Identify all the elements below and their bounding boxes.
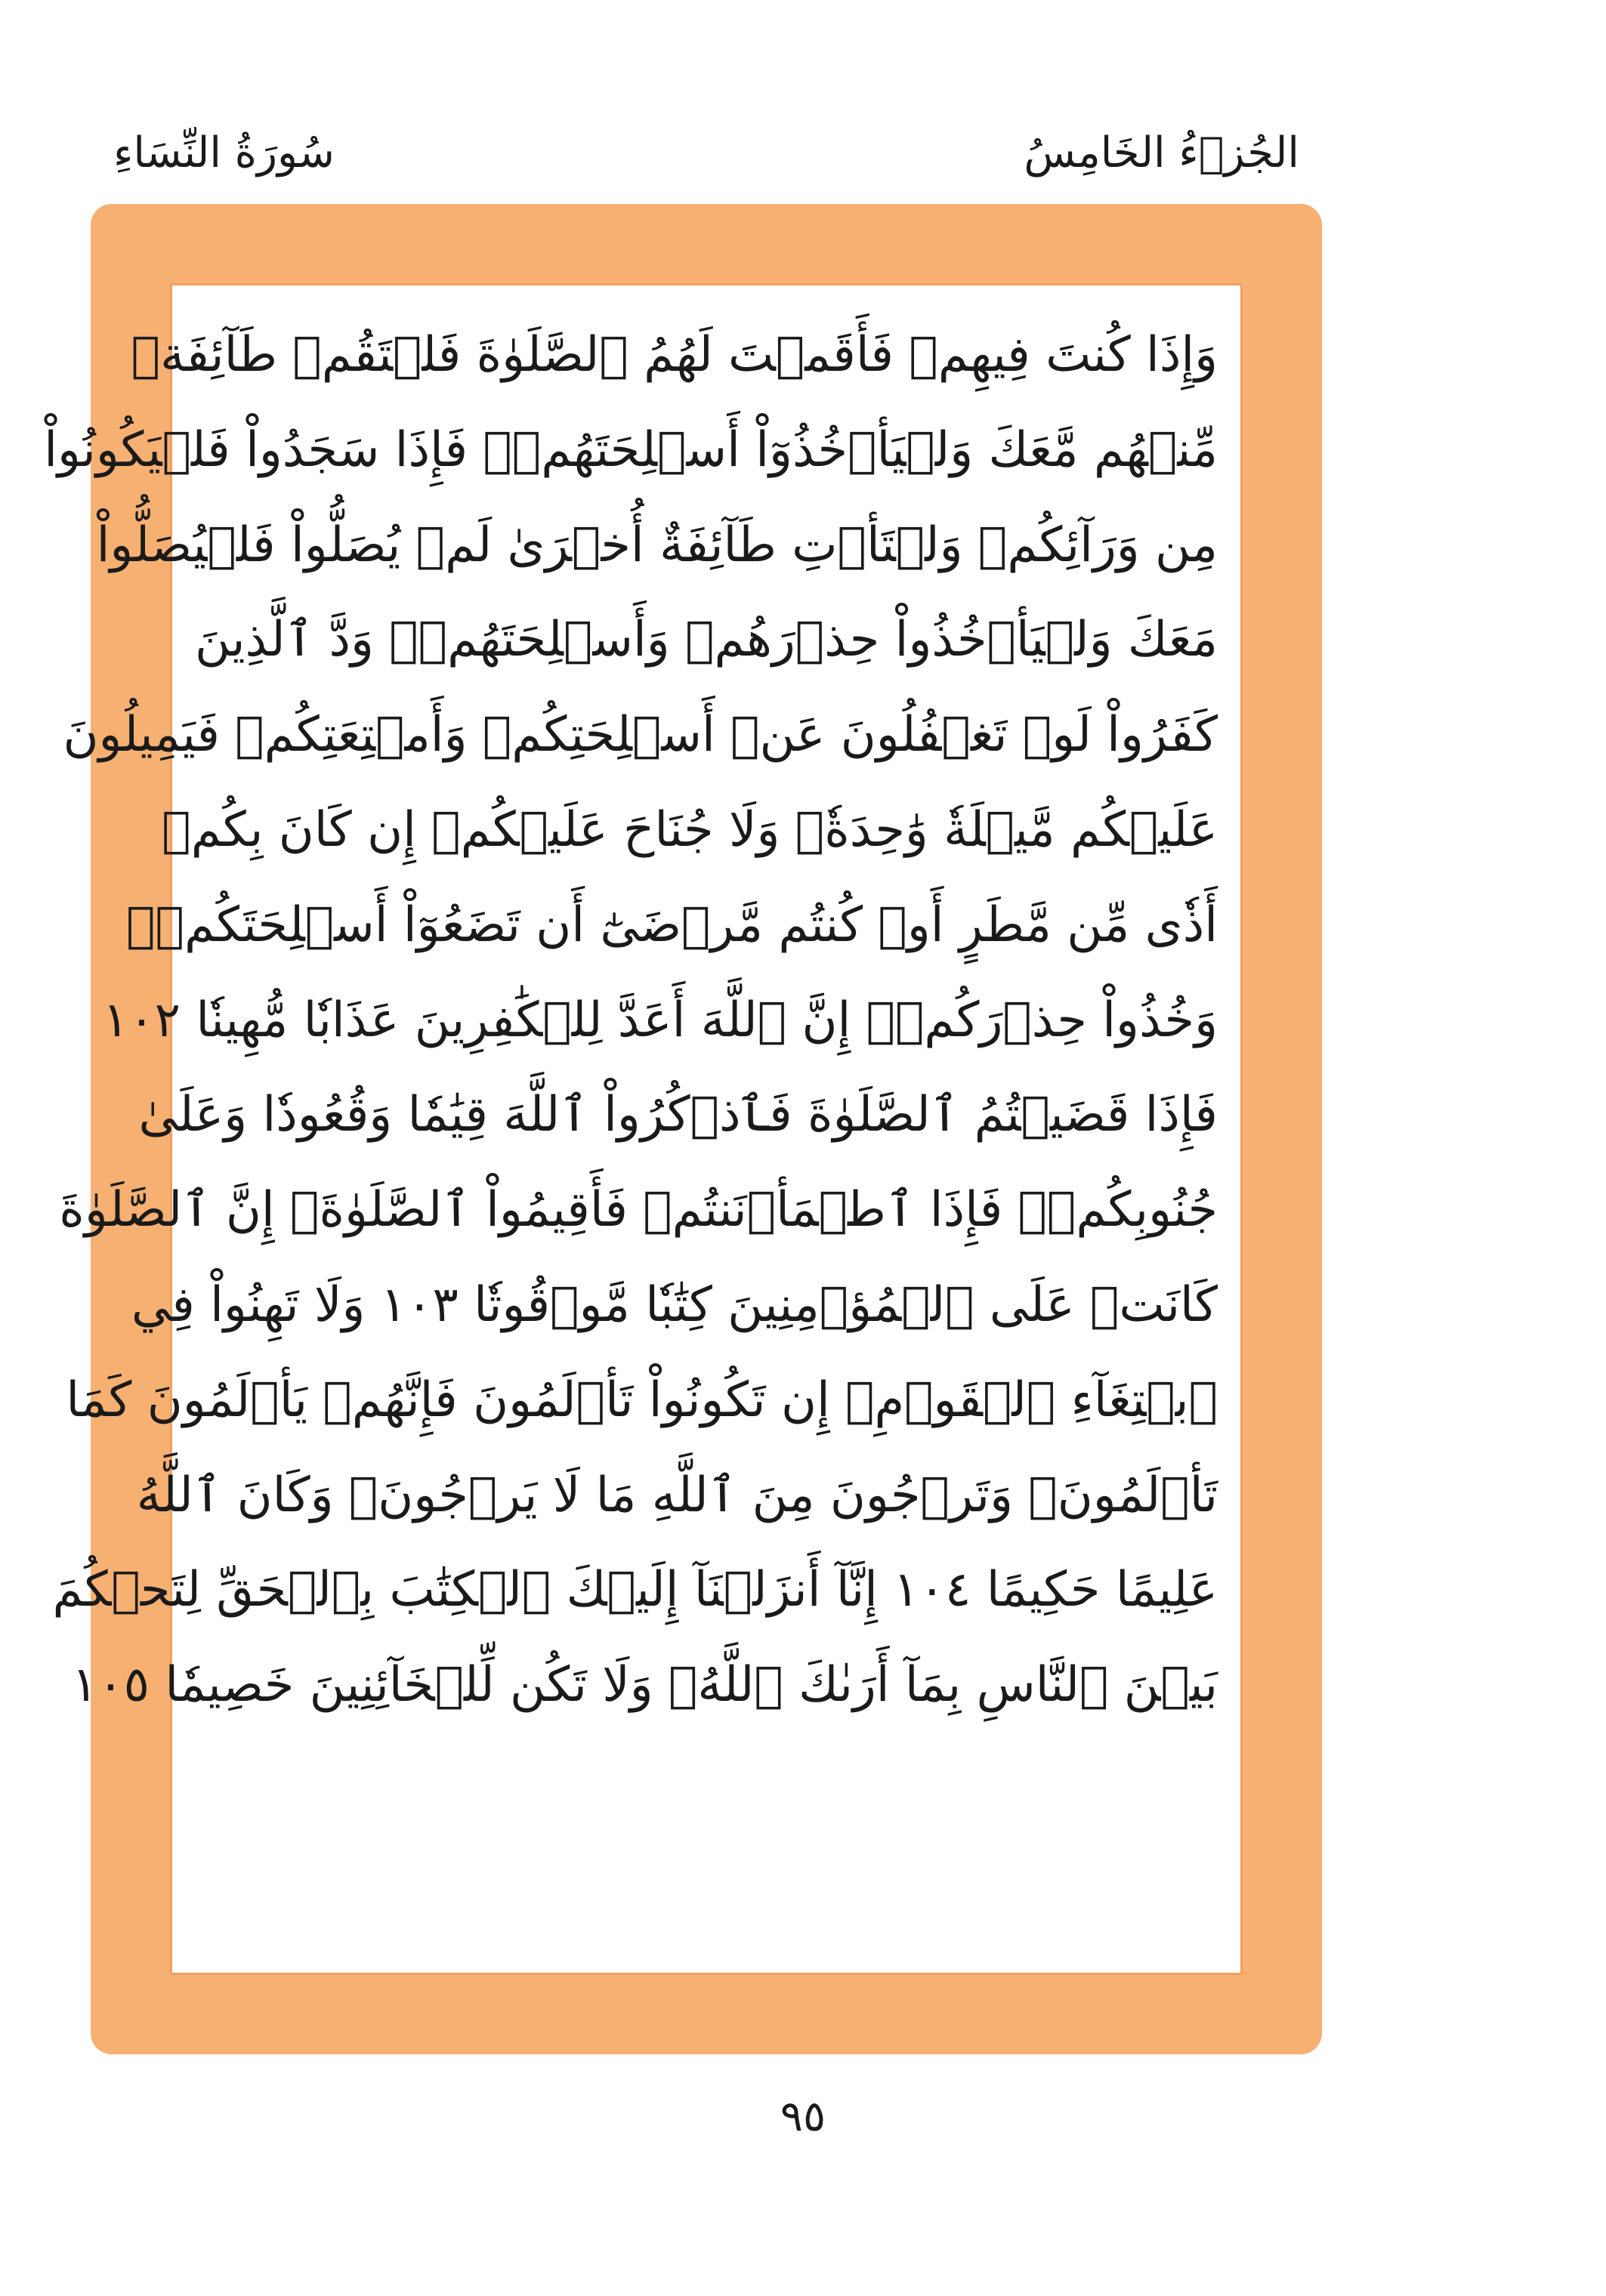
text-line: كَفَرُواْ لَوۡ تَغۡفُلُونَ عَنۡ أَسۡلِحَتِكُمۡ وَأَمۡتِعَتِكُمۡ فَيَمِيلُونَ (63, 707, 1218, 764)
page-header (113, 128, 1299, 196)
decorative-frame (44, 204, 1322, 2054)
text-line: بَيۡنَ ٱلنَّاسِ بِمَآ أَرَىٰكَ ٱللَّهُۚ وَلَا تَكُن لِّلۡخَآئِنِينَ خَصِيمٗا ١٠٥ (71, 1657, 1218, 1714)
text-line: فَإِذَا قَضَيۡتُمُ ٱلصَّلَوٰةَ فَٱذۡكُرُواْ ٱللَّهَ قِيَٰمٗا وَقُعُودٗا وَعَلَىٰ (138, 1087, 1218, 1143)
text-line: مِّنۡهُم مَّعَكَ وَلۡيَأۡخُذُوٓاْ أَسۡلِحَتَهُمۡۖ فَإِذَا سَجَدُواْ فَلۡيَكُونُواْ (44, 421, 1218, 478)
text-line: وَخُذُواْ حِذۡرَكُمۡۗ إِنَّ ٱللَّهَ أَعَدَّ لِلۡكَٰفِرِينَ عَذَابٗا مُّهِينٗا ١٠٢ (102, 992, 1218, 1048)
quran-text (44, 308, 1218, 1950)
text-line: عَلِيمًا حَكِيمًا ١٠٤ إِنَّآ أَنزَلۡنَآ إِلَيۡكَ ٱلۡكِتَٰبَ بِٱلۡحَقِّ لِتَحۡكُمَ (52, 1562, 1218, 1619)
text-line: أَذٗى مِّن مَّطَرٍ أَوۡ كُنتُم مَّرۡضَىٰٓ أَن تَضَعُوٓاْ أَسۡلِحَتَكُمۡۖ (126, 896, 1218, 953)
text-line: جُنُوبِكُمۡۚ فَإِذَا ٱطۡمَأۡنَنتُمۡ فَأَقِيمُواْ ٱلصَّلَوٰةَۚ إِنَّ ٱلصَّلَوٰةَ (59, 1182, 1218, 1239)
text-line: وَإِذَا كُنتَ فِيهِمۡ فَأَقَمۡتَ لَهُمُ ٱلصَّلَوٰةَ فَلۡتَقُمۡ طَآئِفَةٞ (131, 327, 1218, 383)
page-number: ٩٥ (780, 2092, 826, 2141)
surah-title: سُورَةُ النِّسَاءِ (113, 128, 335, 177)
text-line: مَعَكَ وَلۡيَأۡخُذُواْ حِذۡرَهُمۡ وَأَسۡلِحَتَهُمۡۗ وَدَّ ٱلَّذِينَ (195, 612, 1218, 668)
text-line: مِن وَرَآئِكُمۡ وَلۡتَأۡتِ طَآئِفَةٌ أُخۡرَىٰ لَمۡ يُصَلُّواْ فَلۡيُصَلُّواْ (96, 517, 1218, 573)
juz-title: الجُزۡءُ الخَامِسُ (1024, 128, 1299, 177)
text-line: تَأۡلَمُونَۖ وَتَرۡجُونَ مِنَ ٱللَّهِ مَا لَا يَرۡجُونَۗ وَكَانَ ٱللَّهُ (136, 1467, 1218, 1523)
text-panel (44, 283, 1243, 1975)
text-line: ٱبۡتِغَآءِ ٱلۡقَوۡمِۖ إِن تَكُونُواْ تَأۡلَمُونَ فَإِنَّهُمۡ يَأۡلَمُونَ كَمَا (66, 1372, 1218, 1428)
text-line: كَانَتۡ عَلَى ٱلۡمُؤۡمِنِينَ كِتَٰبٗا مَّوۡقُوتٗا ١٠٣ وَلَا تَهِنُواْ فِي (131, 1276, 1218, 1333)
text-line: عَلَيۡكُم مَّيۡلَةٗ وَٰحِدَةٗۚ وَلَا جُنَاحَ عَلَيۡكُمۡ إِن كَانَ بِكُمۡ (162, 801, 1218, 858)
